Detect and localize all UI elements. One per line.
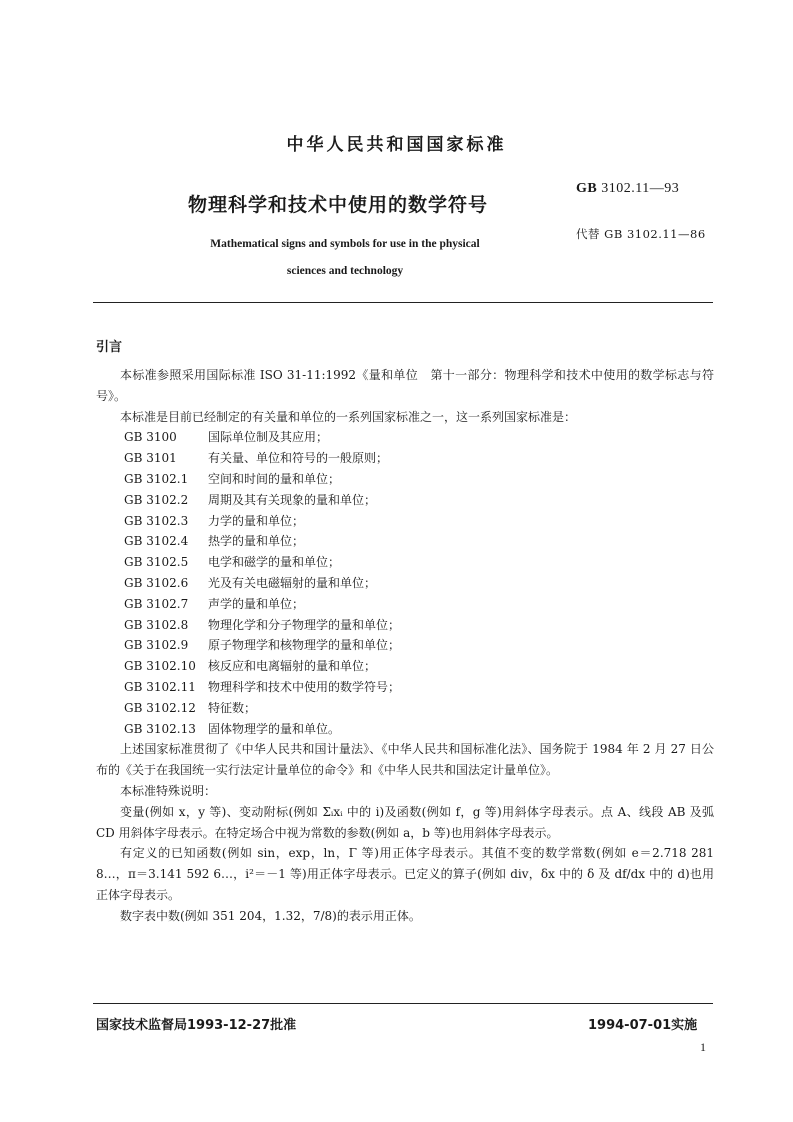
national-standard-header: 中华人民共和国国家标准 <box>286 135 507 155</box>
standard-code: GB 3102.8 <box>124 617 189 632</box>
standard-list-item <box>96 656 714 677</box>
standard-name: 电学和磁学的量和单位； <box>208 555 341 570</box>
standard-code: GB 3102.7 <box>124 596 189 611</box>
intro-paragraph-1: 本标准参照采用国际标准 ISO 31-11:1992《量和单位 第十一部分：物理科学和技术中使用的数学标志与符号》。 <box>96 368 714 403</box>
standard-number <box>576 181 679 197</box>
intro-paragraph-3: 上述国家标准贯彻了《中华人民共和国计量法》、《中华人民共和国标准化法》、国务院于 1984 年 2 月 27 日公布的《关于在我国统一实行法定计量单位的命令》和《中华人民共和国法定计量单位》。 <box>96 742 714 778</box>
standard-list-item <box>96 552 714 573</box>
intro-paragraph-4: 本标准特殊说明： <box>120 783 217 798</box>
standard-code: GB 3102.13 <box>124 721 196 736</box>
standard-code: GB 3102.12 <box>124 700 196 715</box>
standard-name: 光及有关电磁辐射的量和单位； <box>208 575 377 590</box>
page-number: 1 <box>700 1040 706 1054</box>
intro-body <box>96 365 714 927</box>
standard-name: 有关量、单位和符号的一般原则； <box>208 451 389 466</box>
standard-name: 周期及其有关现象的量和单位； <box>208 492 377 507</box>
intro-paragraph-7: 数字表中数(例如 351 204，1.32，7/8)的表示用正体。 <box>120 908 421 923</box>
standard-list-item <box>96 719 714 740</box>
standard-number-prefix: GB <box>576 181 598 196</box>
effective-date: 1994-07-01实施 <box>588 1018 698 1033</box>
replaces-standard: 代替 GB 3102.11—86 <box>576 227 706 241</box>
standard-code: GB 3102.1 <box>124 471 189 486</box>
standard-list-item <box>96 594 714 615</box>
standard-list-item <box>96 531 714 552</box>
standard-code: GB 3102.5 <box>124 555 189 570</box>
standard-name: 固体物理学的量和单位。 <box>208 721 341 736</box>
standard-code: GB 3101 <box>124 451 177 466</box>
standard-code: GB 3102.6 <box>124 575 189 590</box>
intro-paragraph-2: 本标准是目前已经制定的有关量和单位的一系列国家标准之一，这一系列国家标准是： <box>120 409 577 424</box>
standard-name: 原子物理学和核物理学的量和单位； <box>208 638 401 653</box>
document-title-cn: 物理科学和技术中使用的数学符号 <box>188 194 489 216</box>
intro-paragraph-5: 变量(例如 x，y 等)、变动附标(例如 Σᵢxᵢ 中的 i)及函数(例如 f，g 等)用斜体字母表示。点 A、线段 AB 及弧 CD 用斜体字母表示。在特定场合中视为常数的参数(例如 a，b 等)也用斜体字母表示。 <box>96 804 714 840</box>
standard-list-item <box>96 490 714 511</box>
footer-divider <box>93 1003 713 1004</box>
standard-name: 空间和时间的量和单位； <box>208 471 341 486</box>
standard-list-item <box>96 469 714 490</box>
standard-name: 特征数； <box>208 700 257 715</box>
title-en-line1: Mathematical signs and symbols for use in the physical <box>210 238 480 250</box>
standard-code: GB 3102.11 <box>124 679 196 694</box>
standard-list-item <box>96 615 714 636</box>
intro-paragraph-6: 有定义的已知函数(例如 sin，exp，ln，Γ 等)用正体字母表示。其值不变的数学常数(例如 e＝2.718 281 8…，π＝3.141 592 6…，i²＝－1 等)用正体字母表示。已定义的算子(例如 div，δx 中的 δ 及 df/dx 中的 d)也用正体字母表示。 <box>96 846 714 902</box>
standard-list-item <box>96 511 714 532</box>
standard-list-item <box>96 677 714 698</box>
standard-list-item <box>96 448 714 469</box>
title-en-line2: sciences and technology <box>286 265 404 277</box>
standard-list-item <box>96 635 714 656</box>
standard-number-value: 3102.11—93 <box>601 181 680 196</box>
standard-list-item <box>96 698 714 719</box>
standard-name: 物理化学和分子物理学的量和单位； <box>208 617 401 632</box>
standard-name: 国际单位制及其应用； <box>208 430 329 445</box>
standard-code: GB 3102.2 <box>124 492 189 507</box>
standard-code: GB 3102.10 <box>124 659 196 674</box>
standard-name: 核反应和电离辐射的量和单位； <box>208 659 377 674</box>
standard-code: GB 3102.9 <box>124 638 189 653</box>
approval-line: 国家技术监督局1993-12-27批准 <box>96 1018 297 1033</box>
standard-name: 力学的量和单位； <box>208 513 305 528</box>
header-divider <box>93 302 713 303</box>
standard-code: GB 3102.4 <box>124 534 189 549</box>
standard-code: GB 3100 <box>124 430 177 445</box>
standard-name: 热学的量和单位； <box>208 534 305 549</box>
standard-list-item <box>96 427 714 448</box>
standard-code: GB 3102.3 <box>124 513 189 528</box>
standard-name: 声学的量和单位； <box>208 596 305 611</box>
section-title: 引言 <box>96 340 123 355</box>
standard-list-item <box>96 573 714 594</box>
document-title-en <box>160 231 530 285</box>
standard-name: 物理科学和技术中使用的数学符号； <box>208 679 401 694</box>
